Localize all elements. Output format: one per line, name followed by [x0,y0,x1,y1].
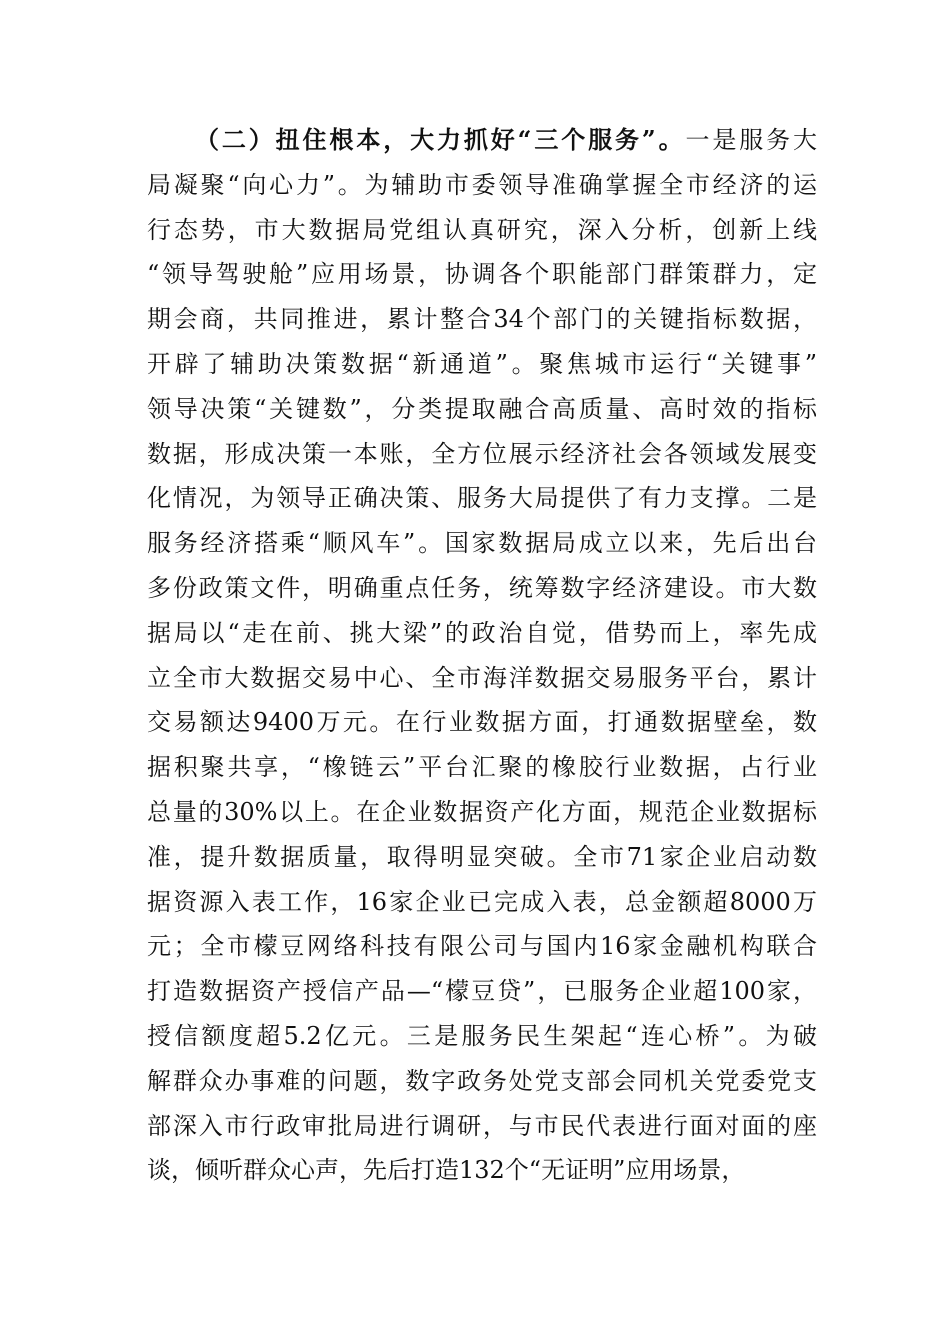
paragraph-line-12: 据局以“走在前、挑大梁”的政治自觉，借势而上，率先成 [147,618,817,647]
paragraph-line-20: 打造数据资产授信产品—“檬豆贷”，已服务企业超100家， [147,977,817,1006]
paragraph-line-18: 据资源入表工作，16家企业已完成入表，总金额超8000万 [147,887,817,916]
paragraph-line-2: 局凝聚“向心力”。为辅助市委领导准确掌握全市经济的运 [147,170,817,199]
paragraph-line-19: 元；全市檬豆网络科技有限公司与国内16家金融机构联合 [147,932,817,961]
paragraph-line-1 [147,118,817,163]
paragraph-line-21: 授信额度超5.2亿元。三是服务民生架起“连心桥”。为破 [147,1021,817,1050]
paragraph-line-8: 数据，形成决策一本账，全方位展示经济社会各领域发展变 [147,439,817,468]
paragraph-line-10: 服务经济搭乘“顺风车”。国家数据局成立以来，先后出台 [147,529,817,558]
paragraph-line-14: 交易额达9400万元。在行业数据方面，打通数据壁垒，数 [147,708,817,737]
paragraph-line-17: 准，提升数据质量，取得明显突破。全市71家企业启动数 [147,842,817,871]
paragraph-line-22: 解群众办事难的问题，数字政务处党支部会同机关党委党支 [147,1066,817,1095]
paragraph-line-5: 期会商，共同推进，累计整合34个部门的关键指标数据， [147,305,817,334]
paragraph-line-11: 多份政策文件，明确重点任务，统筹数字经济建设。市大数 [147,573,817,602]
paragraph-line-23: 部深入市行政审批局进行调研，与市民代表进行面对面的座 [147,1111,817,1140]
paragraph-line-13: 立全市大数据交易中心、全市海洋数据交易服务平台，累计 [147,663,817,692]
paragraph-line-7: 领导决策“关键数”，分类提取融合高质量、高时效的指标 [147,394,817,423]
paragraph-line-6: 开辟了辅助决策数据“新通道”。聚焦城市运行“关键事” [147,349,817,378]
section-heading: （二）扭住根本，大力抓好“三个服务”。 [195,125,686,154]
paragraph-line-16: 总量的30%以上。在企业数据资产化方面，规范企业数据标 [147,797,817,826]
body-paragraph [147,118,817,1193]
paragraph-line-24: 谈，倾听群众心声，先后打造132个“无证明”应用场景， [147,1156,746,1185]
paragraph-line-4: “领导驾驶舱”应用场景，协调各个职能部门群策群力，定 [147,260,817,289]
paragraph-line-3: 行态势，市大数据局党组认真研究，深入分析，创新上线 [147,215,817,244]
paragraph-line-15: 据积聚共享，“橡链云”平台汇聚的橡胶行业数据，占行业 [147,753,817,782]
paragraph-line-text: 一是服务大 [685,126,817,154]
paragraph-line-9: 化情况，为领导正确决策、服务大局提供了有力支撑。二是 [147,484,817,513]
